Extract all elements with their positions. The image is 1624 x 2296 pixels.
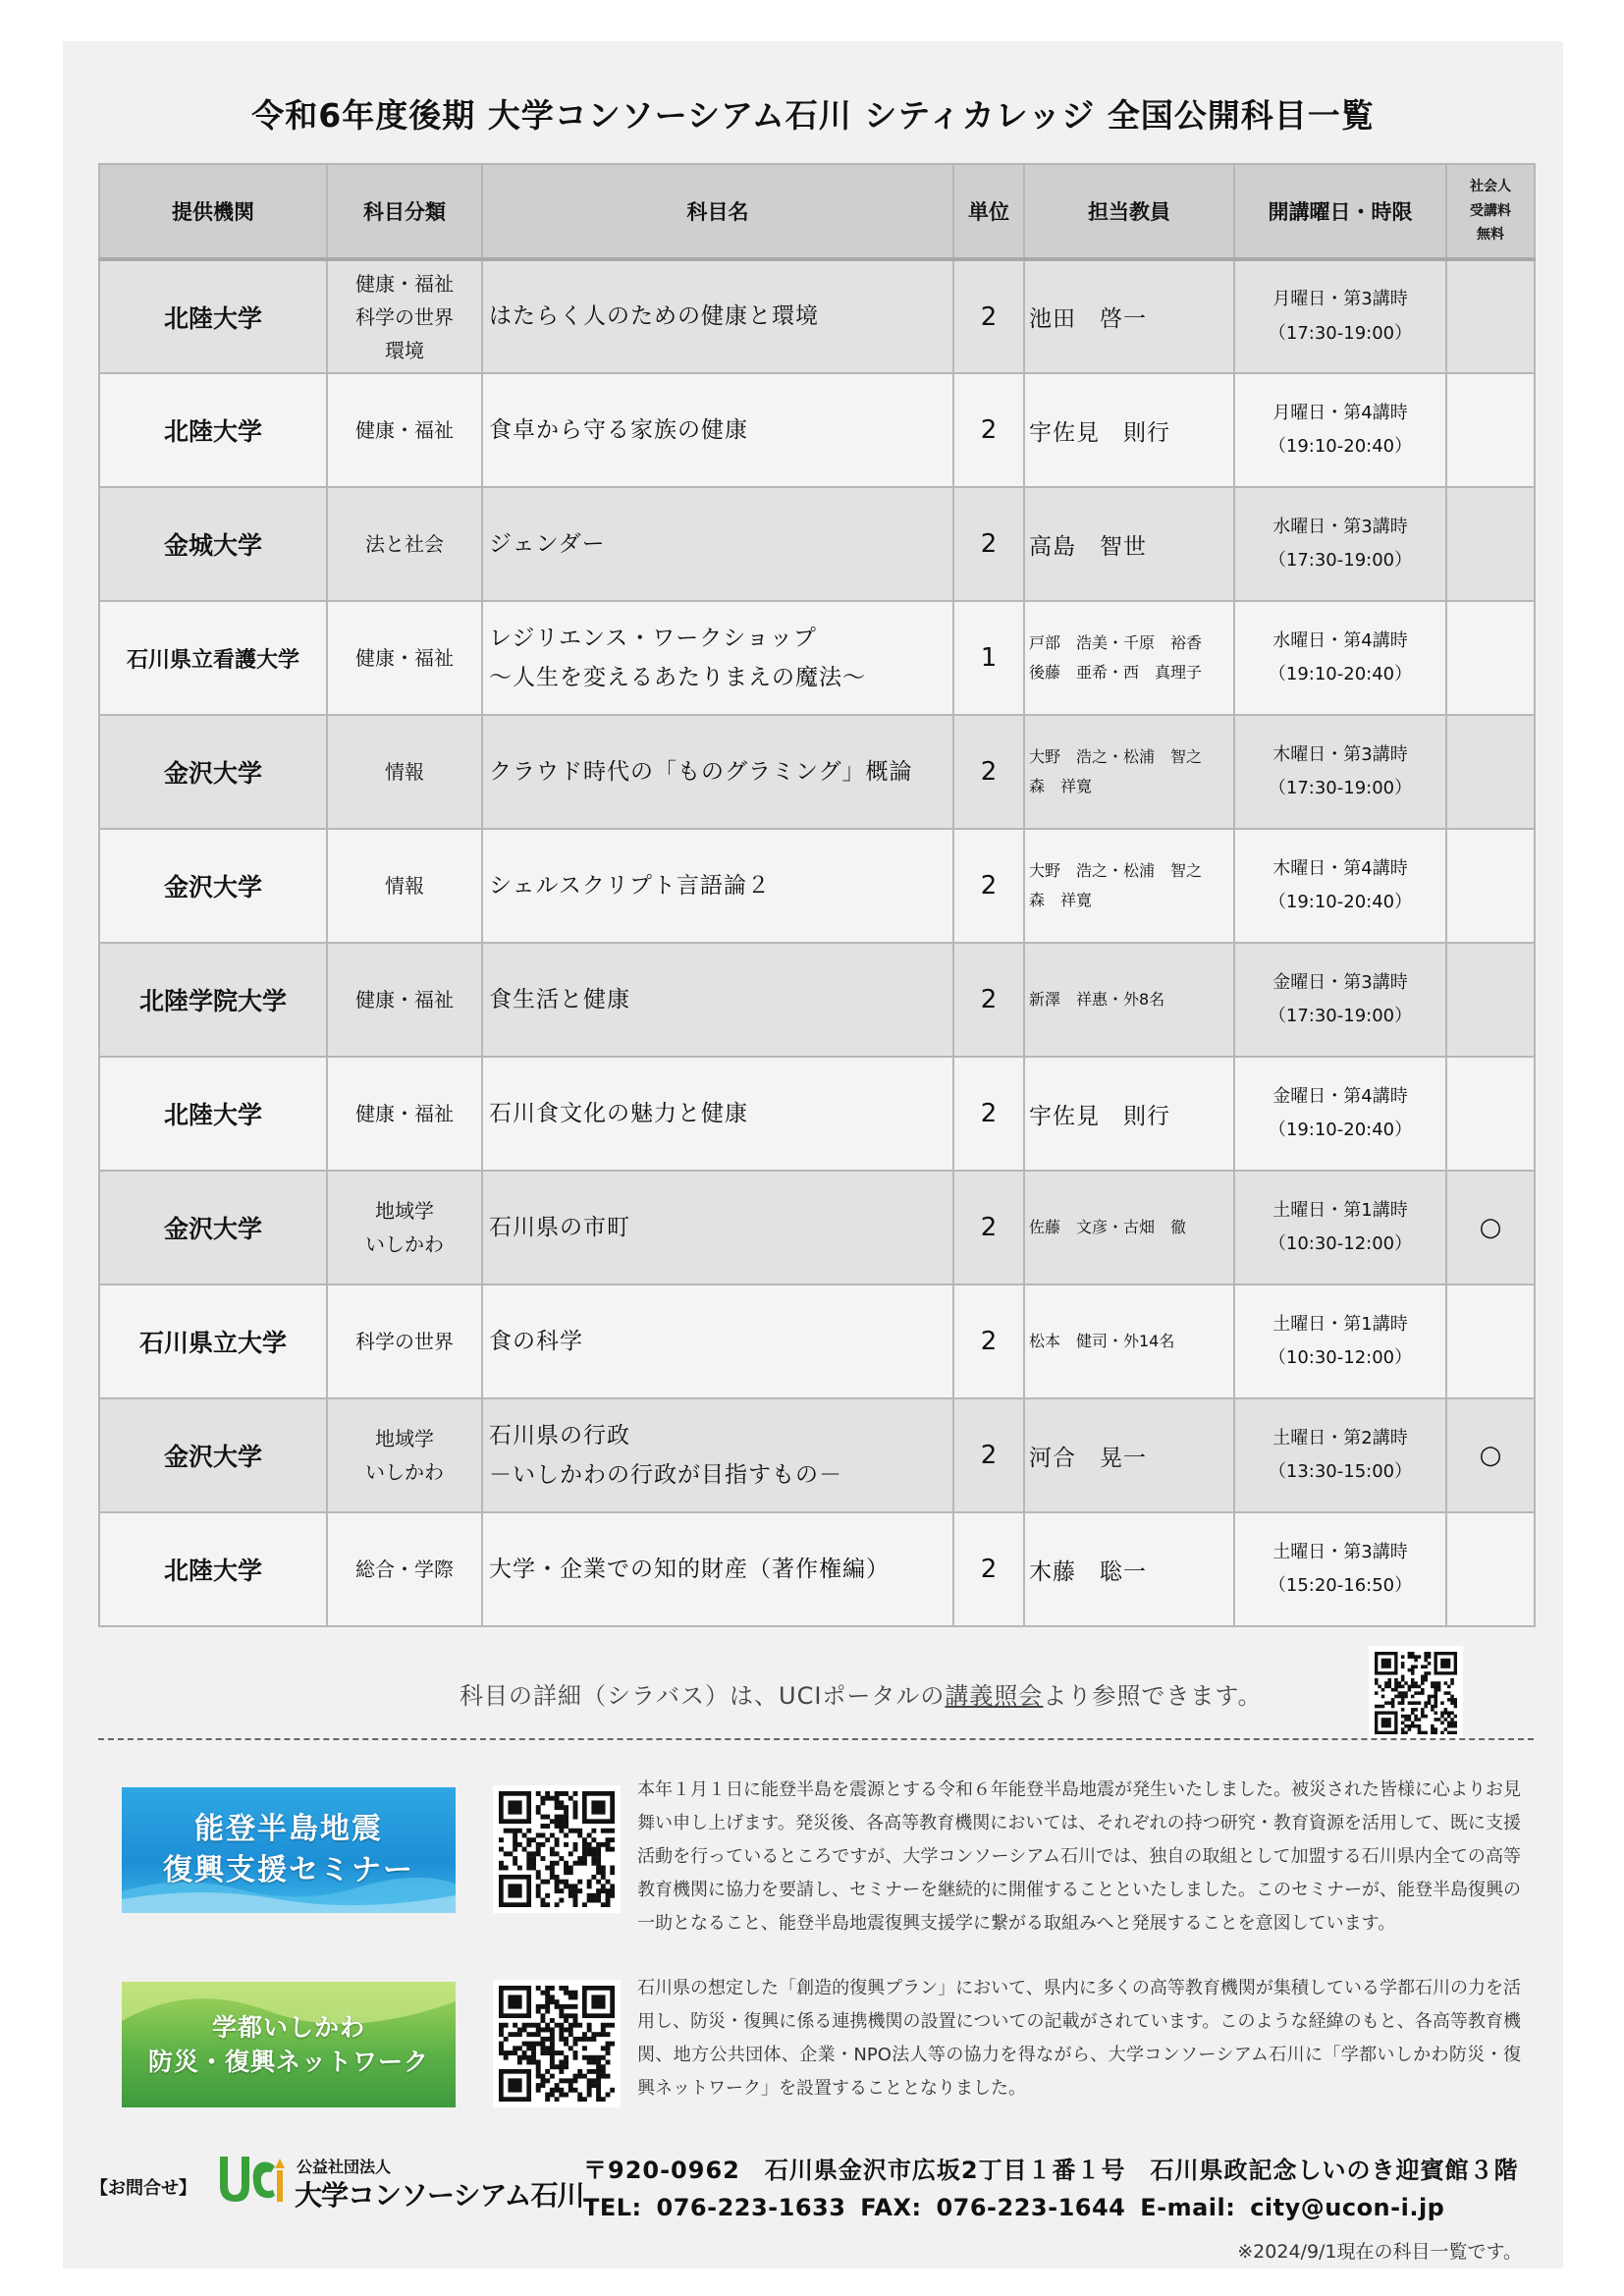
noto-seminar-banner[interactable]: 能登半島地震 復興支援セミナー xyxy=(122,1787,456,1913)
header-free: 社会人 受講料 無料 xyxy=(1446,164,1535,259)
header-schedule: 開講曜日・時限 xyxy=(1234,164,1446,259)
cell-free-tuition xyxy=(1446,943,1535,1057)
cell-institution: 石川県立看護大学 xyxy=(99,601,327,715)
cell-unit: 2 xyxy=(953,1398,1024,1512)
cell-instructor: 池田 啓一 xyxy=(1024,259,1234,373)
cell-schedule: 土曜日・第1講時 （10:30-12:00） xyxy=(1234,1285,1446,1398)
table-row xyxy=(99,1171,1535,1285)
cell-unit: 2 xyxy=(953,259,1024,373)
cell-category: 健康・福祉 xyxy=(327,943,482,1057)
cell-category: 健康・福祉 xyxy=(327,373,482,487)
cell-schedule: 水曜日・第4講時 （19:10-20:40） xyxy=(1234,601,1446,715)
cell-institution: 金城大学 xyxy=(99,487,327,601)
cell-instructor: 宇佐見 則行 xyxy=(1024,1057,1234,1171)
cell-schedule: 土曜日・第1講時 （10:30-12:00） xyxy=(1234,1171,1446,1285)
cell-unit: 2 xyxy=(953,1285,1024,1398)
table-row xyxy=(99,373,1535,487)
table-row xyxy=(99,943,1535,1057)
cell-course: 石川食文化の魅力と健康 xyxy=(482,1057,953,1171)
cell-category: 科学の世界 xyxy=(327,1285,482,1398)
table-row xyxy=(99,1285,1535,1398)
cell-category: 情報 xyxy=(327,715,482,829)
cell-free-tuition xyxy=(1446,601,1535,715)
header-institution: 提供機関 xyxy=(99,164,327,259)
cell-free-tuition xyxy=(1446,259,1535,373)
noto-seminar-text: 本年１月１日に能登半島を震源とする令和６年能登半島地震が発生いたしました。被災された皆様に心よりお見舞い申し上げます。発災後、各高等教育機関においては、それぞれの持つ研究・教育資源を活用して、既に支援活動を行っているところですが、大学コンソーシアム石川では、独自の取組として加盟する石川県内全ての高等教育機関に協力を要請し、セミナーを継続的に開催することといたしました。このセミナーが、能登半島復興の一助となること、能登半島地震復興支援学に繋がる取組みへと発展することを意図しています。 xyxy=(637,1779,1521,1934)
cell-course: シェルスクリプト言語論２ xyxy=(482,829,953,943)
cell-free-tuition xyxy=(1446,1285,1535,1398)
table-header-row xyxy=(99,164,1535,259)
network-banner[interactable]: 学都いしかわ 防災・復興ネットワーク xyxy=(122,1982,456,2107)
cell-schedule: 月曜日・第3講時 （17:30-19:00） xyxy=(1234,259,1446,373)
page xyxy=(63,41,1563,2269)
cell-institution: 北陸大学 xyxy=(99,259,327,373)
cell-category: 総合・学際 xyxy=(327,1512,482,1626)
table-row xyxy=(99,1398,1535,1512)
cell-unit: 2 xyxy=(953,1057,1024,1171)
cell-institution: 金沢大学 xyxy=(99,715,327,829)
network-text: 石川県の想定した「創造的復興プラン」において、県内に多くの高等教育機関が集積している学都石川の力を活用し、防災・復興に係る連携機関の設置についての記載がされています。このような経緯のもと、各高等教育機関、地方公共団体、企業・NPO法人等の協力を得ながら、大学コンソーシアム石川に「学都いしかわ防災・復興ネットワーク」を設置することとなりました。 xyxy=(637,1978,1521,2099)
cell-instructor: 大野 浩之・松浦 智之 森 祥寛 xyxy=(1024,829,1234,943)
cell-unit: 2 xyxy=(953,487,1024,601)
uci-logo-icon xyxy=(216,2153,285,2208)
cell-schedule: 土曜日・第2講時 （13:30-15:00） xyxy=(1234,1398,1446,1512)
cell-free-tuition xyxy=(1446,829,1535,943)
cell-category: 健康・福祉 xyxy=(327,1057,482,1171)
table-row xyxy=(99,715,1535,829)
org-type: 公益社団法人 xyxy=(297,2158,392,2176)
header-unit: 単位 xyxy=(953,164,1024,259)
syllabus-note: 科目の詳細（シラバス）は、UCIポータルの講義照会より参照できます。 xyxy=(460,1682,1263,1710)
cell-free-tuition xyxy=(1446,487,1535,601)
course-table xyxy=(98,163,1536,1627)
contact-phone-email[interactable]: TEL: 076-223-1633 FAX: 076-223-1644 E-mail: city@ucon-i.jp xyxy=(583,2194,1445,2221)
cell-instructor: 戸部 浩美・千原 裕香 後藤 亜希・西 真理子 xyxy=(1024,601,1234,715)
cell-course: 食卓から守る家族の健康 xyxy=(482,373,953,487)
syllabus-qr-code[interactable] xyxy=(1369,1646,1463,1740)
cell-unit: 2 xyxy=(953,715,1024,829)
cell-course: 石川県の市町 xyxy=(482,1171,953,1285)
noto-seminar-qr-code[interactable] xyxy=(493,1785,621,1913)
cell-instructor: 大野 浩之・松浦 智之 森 祥寛 xyxy=(1024,715,1234,829)
cell-schedule: 金曜日・第4講時 （19:10-20:40） xyxy=(1234,1057,1446,1171)
cell-instructor: 新澤 祥惠・外8名 xyxy=(1024,943,1234,1057)
cell-course: クラウド時代の「ものグラミング」概論 xyxy=(482,715,953,829)
cell-course: はたらく人のための健康と環境 xyxy=(482,259,953,373)
cell-course: 石川県の行政 －いしかわの行政が目指すもの－ xyxy=(482,1398,953,1512)
table-row xyxy=(99,601,1535,715)
cell-course: 大学・企業での知的財産（著作権編） xyxy=(482,1512,953,1626)
cell-unit: 1 xyxy=(953,601,1024,715)
org-name: 大学コンソーシアム石川 xyxy=(295,2179,584,2212)
cell-schedule: 金曜日・第3講時 （17:30-19:00） xyxy=(1234,943,1446,1057)
cell-category: 健康・福祉 科学の世界 環境 xyxy=(327,259,482,373)
cell-course: レジリエンス・ワークショップ ～人生を変えるあたりまえの魔法～ xyxy=(482,601,953,715)
table-row xyxy=(99,259,1535,373)
cell-category: 情報 xyxy=(327,829,482,943)
cell-free-tuition: ○ xyxy=(1446,1398,1535,1512)
as-of-note: ※2024/9/1現在の科目一覧です。 xyxy=(1237,2241,1522,2263)
cell-free-tuition xyxy=(1446,373,1535,487)
contact-address: 〒920-0962 石川県金沢市広坂2丁目１番１号 石川県政記念しいのき迎賓館３階 xyxy=(583,2157,1519,2184)
cell-category: 健康・福祉 xyxy=(327,601,482,715)
cell-instructor: 佐藤 文彦・古畑 徹 xyxy=(1024,1171,1234,1285)
table-row xyxy=(99,829,1535,943)
cell-course: 食生活と健康 xyxy=(482,943,953,1057)
cell-free-tuition xyxy=(1446,1057,1535,1171)
cell-unit: 2 xyxy=(953,1512,1024,1626)
cell-schedule: 土曜日・第3講時 （15:20-16:50） xyxy=(1234,1512,1446,1626)
cell-unit: 2 xyxy=(953,943,1024,1057)
cell-institution: 石川県立大学 xyxy=(99,1285,327,1398)
cell-institution: 金沢大学 xyxy=(99,1398,327,1512)
header-course: 科目名 xyxy=(482,164,953,259)
cell-schedule: 月曜日・第4講時 （19:10-20:40） xyxy=(1234,373,1446,487)
cell-course: 食の科学 xyxy=(482,1285,953,1398)
dashed-divider xyxy=(98,1738,1534,1740)
table-row xyxy=(99,1057,1535,1171)
cell-institution: 北陸大学 xyxy=(99,1512,327,1626)
cell-instructor: 木藤 聡一 xyxy=(1024,1512,1234,1626)
cell-institution: 北陸大学 xyxy=(99,1057,327,1171)
header-instructor: 担当教員 xyxy=(1024,164,1234,259)
cell-unit: 2 xyxy=(953,373,1024,487)
contact-label: 【お問合せ】 xyxy=(90,2178,196,2199)
cell-category: 地域学 いしかわ xyxy=(327,1171,482,1285)
cell-schedule: 水曜日・第3講時 （17:30-19:00） xyxy=(1234,487,1446,601)
cell-free-tuition xyxy=(1446,715,1535,829)
cell-free-tuition: ○ xyxy=(1446,1171,1535,1285)
network-qr-code[interactable] xyxy=(493,1980,621,2107)
cell-institution: 北陸大学 xyxy=(99,373,327,487)
cell-instructor: 宇佐見 則行 xyxy=(1024,373,1234,487)
cell-category: 法と社会 xyxy=(327,487,482,601)
cell-schedule: 木曜日・第4講時 （19:10-20:40） xyxy=(1234,829,1446,943)
cell-schedule: 木曜日・第3講時 （17:30-19:00） xyxy=(1234,715,1446,829)
cell-unit: 2 xyxy=(953,1171,1024,1285)
cell-instructor: 松本 健司・外14名 xyxy=(1024,1285,1234,1398)
cell-course: ジェンダー xyxy=(482,487,953,601)
cell-institution: 金沢大学 xyxy=(99,829,327,943)
cell-free-tuition xyxy=(1446,1512,1535,1626)
cell-unit: 2 xyxy=(953,829,1024,943)
cell-institution: 北陸学院大学 xyxy=(99,943,327,1057)
table-row xyxy=(99,1512,1535,1626)
table-row xyxy=(99,487,1535,601)
header-category: 科目分類 xyxy=(327,164,482,259)
cell-instructor: 高島 智世 xyxy=(1024,487,1234,601)
cell-instructor: 河合 晃一 xyxy=(1024,1398,1234,1512)
cell-institution: 金沢大学 xyxy=(99,1171,327,1285)
cell-category: 地域学 いしかわ xyxy=(327,1398,482,1512)
page-title: 令和6年度後期 大学コンソーシアム石川 シティカレッジ 全国公開科目一覧 xyxy=(251,96,1375,135)
syllabus-link[interactable]: 講義照会 xyxy=(945,1682,1044,1710)
